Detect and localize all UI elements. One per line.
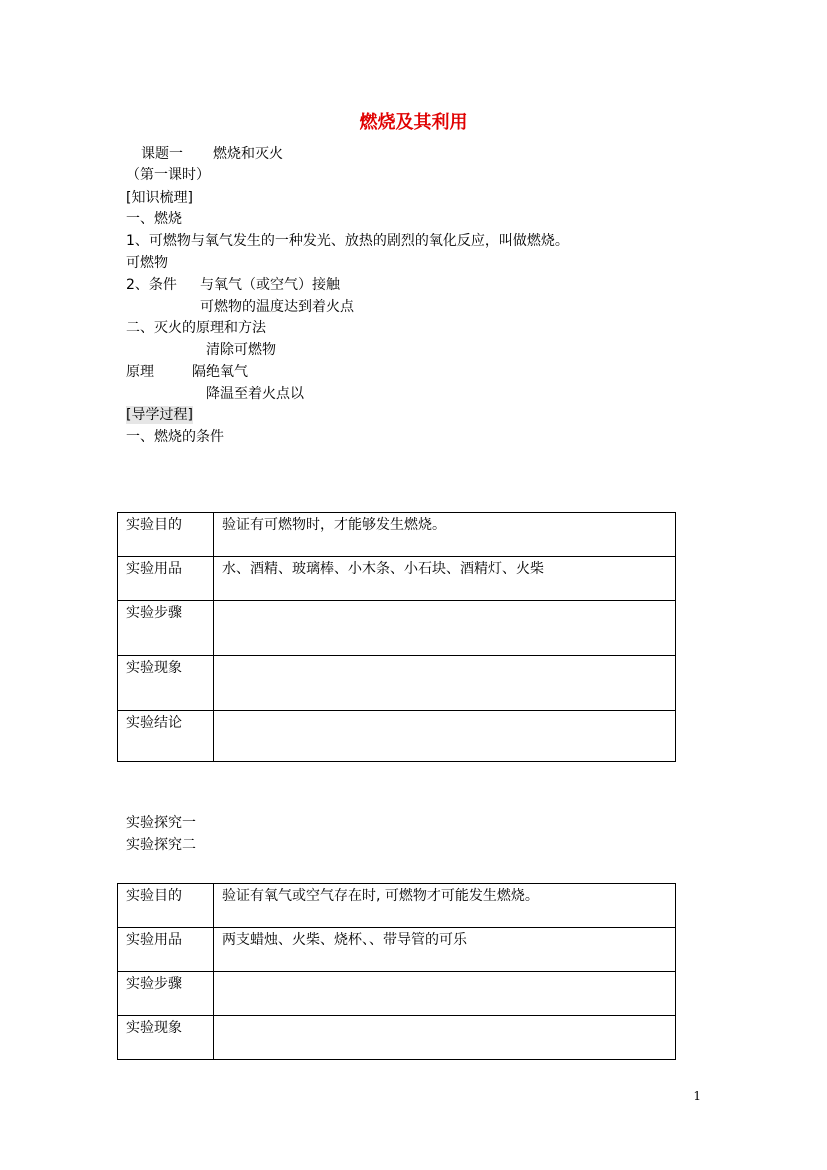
table-cell-value: 水、酒精、玻璃棒、小木条、小石块、酒精灯、火柴	[214, 557, 676, 601]
condition-2: 可燃物的温度达到着火点	[200, 299, 354, 315]
condition-label: 2、条件	[126, 277, 177, 293]
explore-2-label: 实验探究二	[126, 837, 196, 853]
table-row	[118, 513, 676, 557]
table-row	[118, 972, 676, 1016]
table-cell-value: 验证有可燃物时，才能够发生燃烧。	[214, 513, 676, 557]
table-cell-value	[214, 601, 676, 656]
table-cell-key: 实验现象	[118, 656, 214, 711]
document-title: 燃烧及其利用	[359, 112, 468, 133]
table-row	[118, 1016, 676, 1060]
table-cell-key: 实验用品	[118, 557, 214, 601]
table-row	[118, 557, 676, 601]
table-cell-key: 实验现象	[118, 1016, 214, 1060]
table-cell-key: 实验结论	[118, 711, 214, 762]
page-number: 1	[693, 1089, 701, 1103]
experiment-table-1	[117, 512, 676, 762]
table-cell-key: 实验步骤	[118, 601, 214, 656]
lesson-label: 课题一	[141, 146, 183, 162]
table-cell-value	[214, 711, 676, 762]
table-row	[118, 601, 676, 656]
period-note: （第一课时）	[126, 167, 210, 183]
section-guide-heading: [导学过程]	[126, 407, 193, 423]
table-row	[118, 656, 676, 711]
table-cell-value: 验证有氧气或空气存在时, 可燃物才可能发生燃烧。	[214, 884, 676, 928]
method-1: 清除可燃物	[206, 342, 276, 358]
table-cell-value: 两支蜡烛、火柴、烧杯、、带导管的可乐	[214, 928, 676, 972]
table-cell-key: 实验目的	[118, 513, 214, 557]
table-row	[118, 928, 676, 972]
part2-heading: 二、灭火的原理和方法	[126, 320, 266, 336]
part1-heading: 一、燃烧	[126, 211, 182, 227]
explore-1-label: 实验探究一	[126, 815, 196, 831]
combustion-definition: 1、可燃物与氧气发生的一种发光、放热的剧烈的氧化反应，叫做燃烧。	[126, 233, 569, 249]
table-cell-key: 实验步骤	[118, 972, 214, 1016]
table-row	[118, 884, 676, 928]
table-cell-key: 实验用品	[118, 928, 214, 972]
principle-label: 原理	[126, 364, 154, 380]
table-cell-value	[214, 656, 676, 711]
section-knowledge-heading: [知识梳理]	[126, 190, 193, 206]
table-row	[118, 711, 676, 762]
table-cell-key: 实验目的	[118, 884, 214, 928]
method-2: 隔绝氧气	[192, 364, 248, 380]
combustible-label: 可燃物	[126, 255, 168, 271]
lesson-name: 燃烧和灭火	[213, 146, 283, 162]
experiment-table-2	[117, 883, 676, 1060]
method-3: 降温至着火点以	[206, 386, 304, 402]
guide-heading: 一、燃烧的条件	[126, 429, 224, 445]
condition-1: 与氧气（或空气）接触	[200, 277, 340, 293]
table-cell-value	[214, 1016, 676, 1060]
table-cell-value	[214, 972, 676, 1016]
